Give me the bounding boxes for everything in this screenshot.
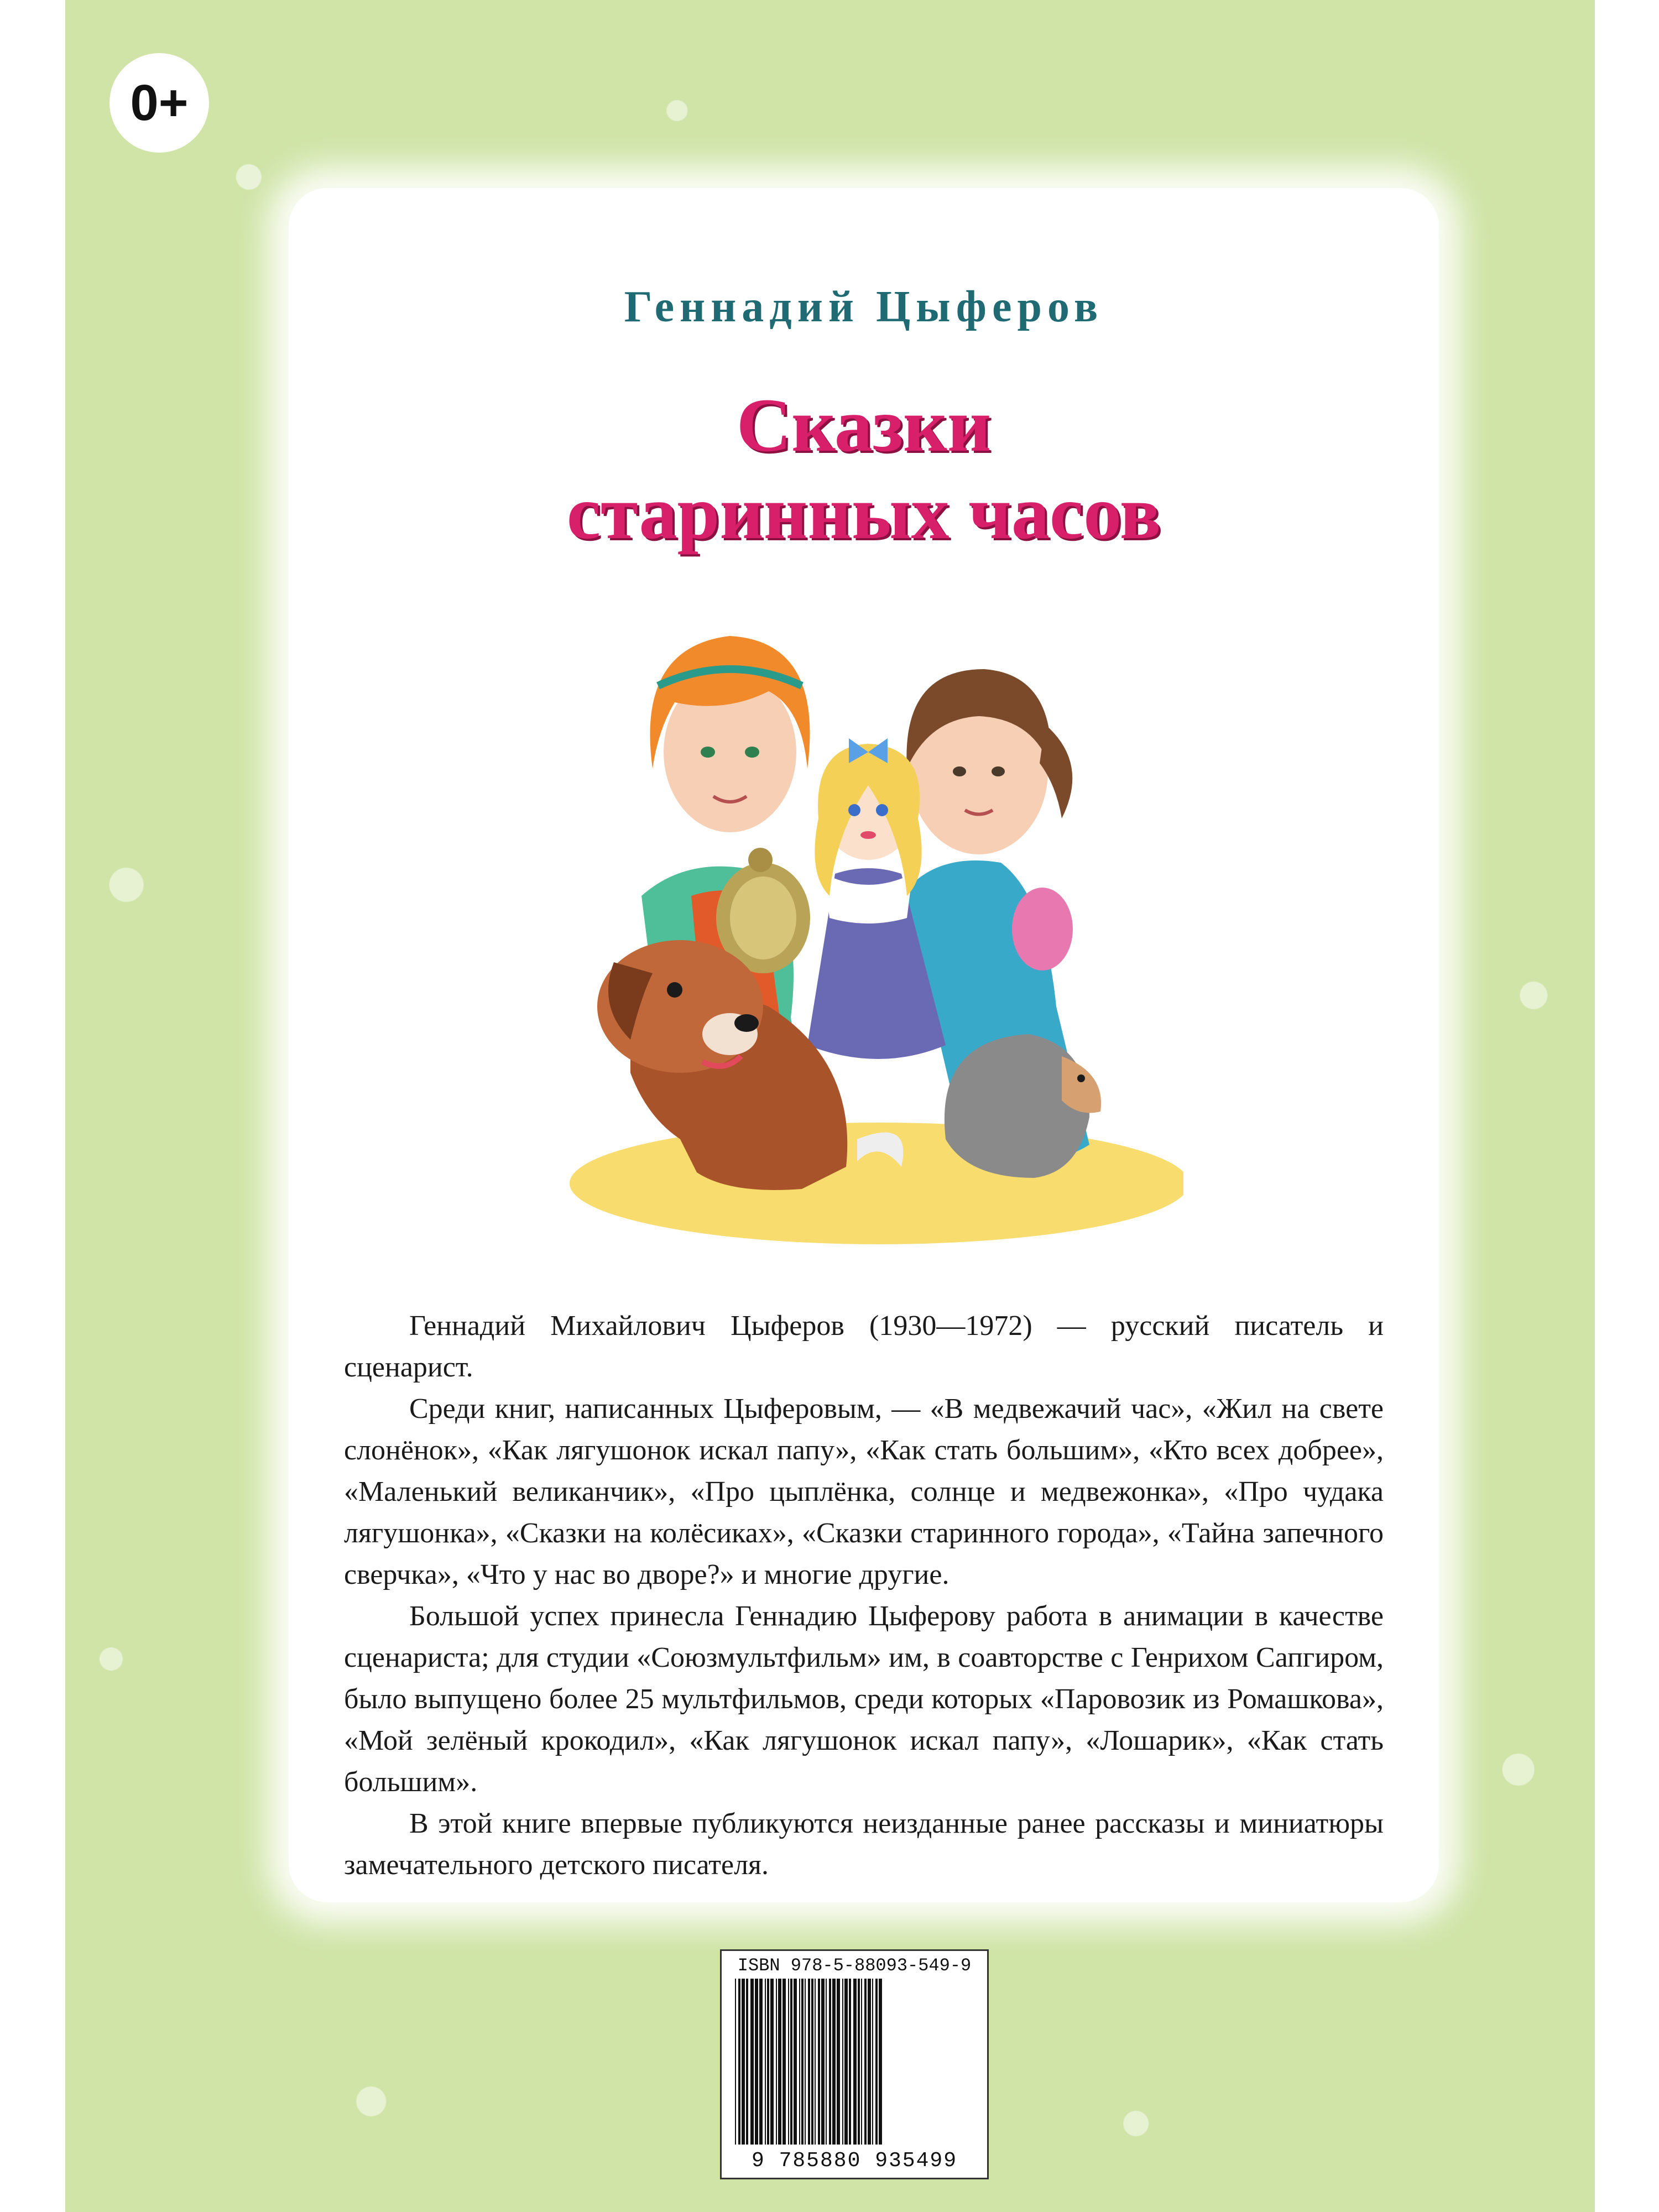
barcode-bar [849, 1979, 851, 2145]
age-rating-text: 0+ [130, 74, 189, 131]
barcode-bar [818, 1979, 820, 2145]
isbn-label: ISBN 978-5-88093-549-9 [737, 1955, 972, 1976]
barcode-bar [776, 1979, 777, 2145]
age-rating-badge [109, 53, 209, 153]
book-title-line-2: старинных часов [566, 470, 1161, 555]
barcode-bar [765, 1979, 766, 2145]
barcode-bar [755, 1979, 758, 2145]
barcode-bar [821, 1979, 825, 2145]
barcode-bar [868, 1979, 871, 2145]
barcode-bar [759, 1979, 763, 2145]
barcode-bar [872, 1979, 873, 2145]
barcode-bar [799, 1979, 800, 2145]
barcode-bar [778, 1979, 781, 2145]
barcode-bar [750, 1979, 754, 2145]
barcode-bar [808, 1979, 810, 2145]
description-paragraph: Геннадий Михайлович Цыферов (1930—1972) — русский писатель и сценарист. [344, 1310, 1384, 1383]
description-paragraph: Большой успех принесла Геннадию Цыферову работа в анимации в качестве сценариста; для студии «Союзмультфильм» им, в соавторстве с Генрихом Сапгиром, было выпущено более 25 мультфильмов, среди которых «Паровозик из Ромашкова», «Мой зелёный крокодил», «Как лягушонок искал папу», «Лошарик», «Как стать большим». [344, 1600, 1384, 1798]
barcode-digits: 9 785880 935499 [751, 2149, 958, 2173]
description-paragraph: В этой книге впервые публикуются неизданные ранее рассказы и миниатюры замечательного детского писателя. [344, 1808, 1384, 1881]
barcode-bar [815, 1979, 816, 2145]
barcode-bar [801, 1979, 804, 2145]
barcode-bar [861, 1979, 862, 2145]
barcode-bar [788, 1979, 789, 2145]
book-title-line-1: Сказки [736, 383, 992, 467]
barcode-bar [853, 1979, 857, 2145]
barcode-bar [746, 1979, 748, 2145]
barcode-bar [829, 1979, 831, 2145]
barcode-bar [811, 1979, 813, 2145]
barcode-bar [844, 1979, 848, 2145]
barcode-bar [782, 1979, 786, 2145]
barcode-bar [767, 1979, 769, 2145]
description-paragraph: Среди книг, написанных Цыферовым, — «В медвежачий час», «Жил на свете слонёнок», «Как лягушонок искал папу», «Как стать большим», «Кто всех добрее», «Маленький великанчик», «Про цыплёнка, солнце и медвежонка», «Про чудака лягушонка», «Сказки на колёсиках», «Сказки старинного города», «Тайна запечного сверчка», «Что у нас во дворе?» и многие другие. [344, 1393, 1384, 1590]
barcode-bar [735, 1979, 736, 2145]
barcode-bar [742, 1979, 745, 2145]
barcode-bar [832, 1979, 836, 2145]
barcode-bar [858, 1979, 860, 2145]
barcode-bar [837, 1979, 840, 2145]
barcode-box [720, 1949, 989, 2179]
barcode-bar [738, 1979, 740, 2145]
book-title [289, 382, 1439, 556]
barcode-bar [805, 1979, 806, 2145]
barcode-bar [790, 1979, 792, 2145]
barcode-bar [842, 1979, 843, 2145]
barcode-bar [826, 1979, 827, 2145]
barcode-bar [864, 1979, 867, 2145]
barcode-bar [875, 1979, 878, 2145]
cover-illustration [547, 586, 1183, 1244]
barcode-bar [879, 1979, 882, 2145]
book-description [344, 1305, 1384, 1886]
author-name: Геннадий Цыферов [624, 283, 1104, 331]
barcode-bars [733, 1979, 976, 2145]
barcode-bar [770, 1979, 774, 2145]
barcode-bar [794, 1979, 797, 2145]
